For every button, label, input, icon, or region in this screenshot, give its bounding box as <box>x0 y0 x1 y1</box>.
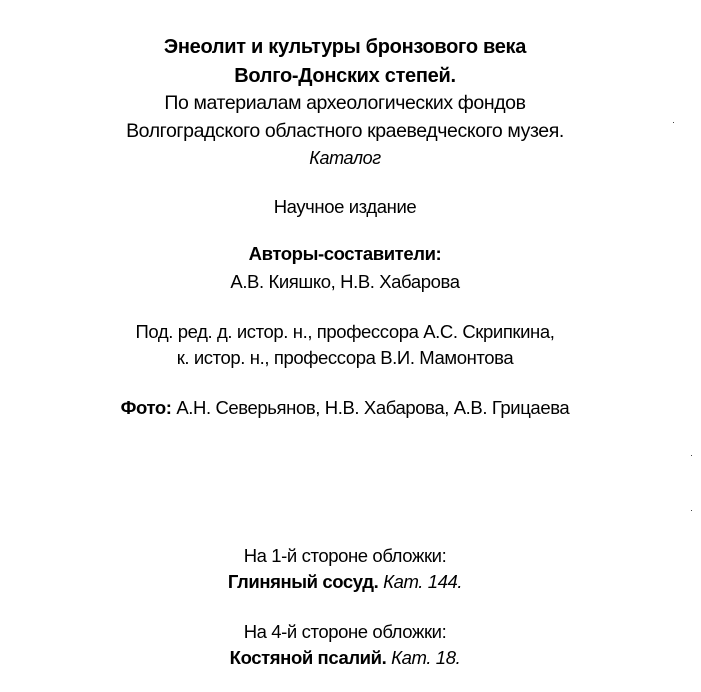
authors-heading: Авторы-составители: <box>248 243 442 264</box>
photo-names: А.Н. Северьянов, Н.В. Хабарова, А.В. Грицаева <box>176 397 570 418</box>
cover4-ref: Кат. 18. <box>391 647 461 668</box>
catalog-label: Каталог <box>309 148 381 168</box>
authors-names: А.В. Кияшко, Н.В. Хабарова <box>230 271 460 292</box>
subtitle-line-1: По материалам археологических фондов <box>164 92 526 114</box>
editors-line-2: к. истор. н., профессора В.И. Мамонтова <box>176 347 514 368</box>
cover4-item: Костяной псалий. <box>229 647 387 668</box>
cover1-ref: Кат. 144. <box>383 571 463 592</box>
scan-speck <box>691 455 692 456</box>
cover4-heading: На 4-й стороне обложки: <box>243 621 447 642</box>
scan-speck <box>673 122 674 123</box>
photo-credits <box>0 399 690 418</box>
book-title-line-2: Волго-Донских степей. <box>234 65 456 87</box>
editors-line-1: Под. ред. д. истор. н., профессора А.С. Скрипкина, <box>135 321 555 342</box>
photo-label: Фото: <box>120 397 172 418</box>
subtitle-line-2: Волгоградского областного краеведческого музея. <box>126 120 564 142</box>
cover1-caption <box>0 573 690 592</box>
cover4-caption <box>0 649 690 668</box>
cover1-heading: На 1-й стороне обложки: <box>243 545 447 566</box>
book-title-line-1: Энеолит и культуры бронзового века <box>163 36 527 58</box>
edition-type: Научное издание <box>273 196 417 217</box>
cover1-item: Глиняный сосуд. <box>227 571 379 592</box>
scan-speck <box>691 510 692 511</box>
